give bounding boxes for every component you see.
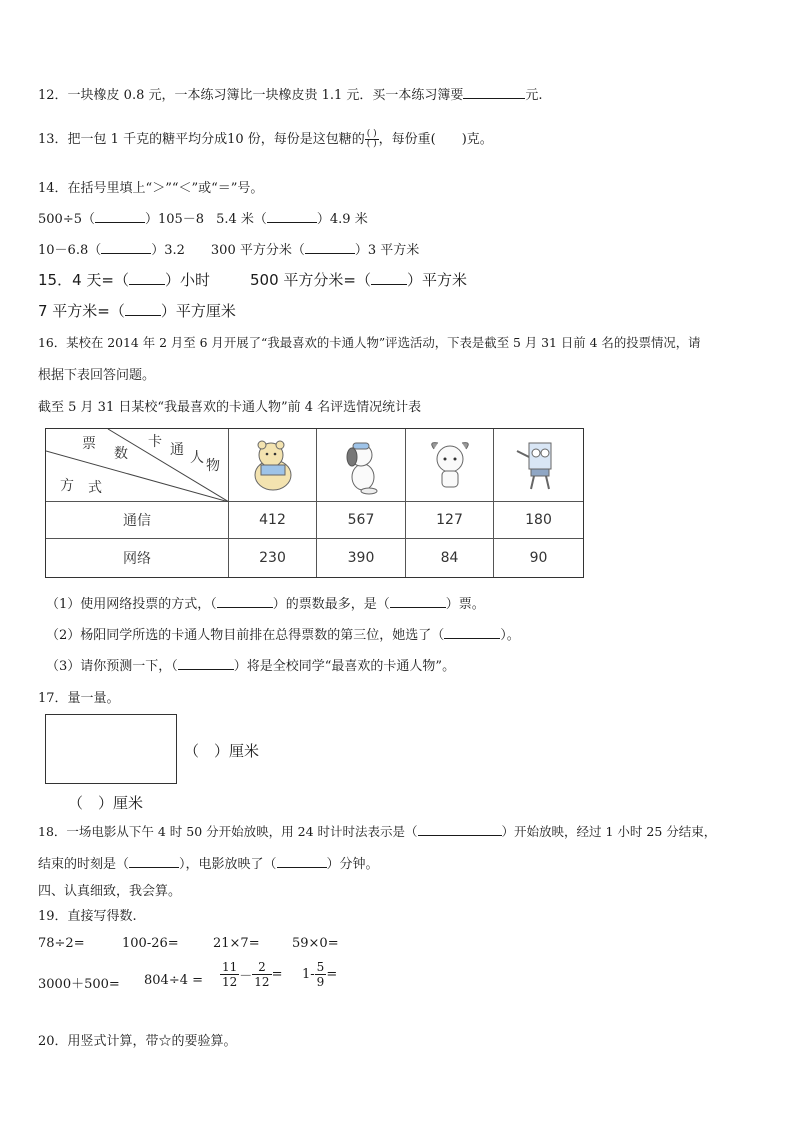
- one-minus: 1-: [302, 967, 315, 982]
- vote-table: [45, 428, 584, 578]
- question-19-title: 19．直接写得数.: [38, 909, 137, 924]
- header-fang: 方: [60, 478, 74, 494]
- row-label-telecom: 通信: [46, 502, 229, 539]
- frac-den: 12: [222, 975, 238, 989]
- minus-sign: －: [239, 969, 253, 984]
- q13-text: 13．把一包 1 千克的糖平均分成10 份，每份是这包糖的: [38, 132, 365, 147]
- q14-2a-left: 10－6.8（: [38, 243, 102, 258]
- question-18-line2: [38, 853, 379, 872]
- q18-line1-left: 18．一场电影从下午 4 时 50 分开始放映，用 24 时计时法表示是（: [38, 824, 418, 839]
- question-14-row1: [38, 208, 368, 227]
- table-cell: 127: [406, 502, 494, 539]
- frac-2-12: [252, 960, 271, 989]
- q15-b-right: ）平方米: [406, 271, 467, 289]
- q14-2b-blank[interactable]: [305, 241, 355, 254]
- q16-sub1-blank2[interactable]: [390, 595, 446, 608]
- header-ren: 人: [190, 450, 204, 466]
- frac-den: 9: [316, 975, 325, 989]
- section-4-heading: 四、认真细致，我会算。: [38, 884, 182, 899]
- q14-2a-blank[interactable]: [101, 241, 151, 254]
- character-snoopy-image: [317, 429, 406, 502]
- header-tong: 通: [170, 442, 184, 458]
- q18-blank3[interactable]: [277, 855, 327, 868]
- q15-b-left: 500 平方分米=（: [249, 271, 371, 289]
- q19-row1-item: 21×7=: [213, 936, 260, 951]
- q18-line1-right: ）开始放映，经过 1 小时 25 分结束，: [501, 824, 717, 839]
- q14-1a-blank[interactable]: [95, 210, 145, 223]
- question-20: 20．用竖式计算，带☆的要验算。: [38, 1034, 237, 1049]
- q18-blank2[interactable]: [129, 855, 179, 868]
- question-16-line2: 根据下表回答问题。: [38, 368, 156, 383]
- table-cell: 230: [229, 539, 317, 577]
- frac-den: 12: [254, 975, 270, 989]
- q12-suffix: 元.: [525, 88, 543, 103]
- table-cell: 180: [494, 502, 583, 539]
- q13-suffix: ，每份重( )克。: [378, 132, 493, 147]
- q15-a-left: 15．4 天=（: [38, 271, 129, 289]
- question-14-row2: [38, 239, 419, 258]
- row-label-network: 网络: [46, 539, 229, 577]
- frac-5-9: [315, 960, 327, 989]
- question-16-line1: 16．某校在 2014 年 2 月至 6 月开展了“我最喜欢的卡通人物”评选活动，下表是截至 5 月 31 日前 4 名的投票情况，请: [38, 335, 701, 350]
- question-13: [38, 128, 493, 149]
- character-spongebob-image: [494, 429, 583, 502]
- q19-row2-item: 3000＋500=: [38, 977, 120, 992]
- q16-sub2-right: ）。: [500, 628, 520, 643]
- table-cell: 90: [529, 550, 548, 566]
- q14-1b-right: ）4.9 米: [316, 212, 368, 227]
- q15-a-blank[interactable]: [129, 272, 165, 285]
- q16-sub3: [46, 655, 455, 674]
- table-caption: 截至 5 月 31 日某校“我最喜欢的卡通人物”前 4 名评选情况统计表: [38, 400, 422, 415]
- q15-b-blank[interactable]: [371, 272, 407, 285]
- q16-sub3-blank[interactable]: [178, 657, 234, 670]
- q15-c-left: 7 平方米=（: [38, 302, 125, 320]
- q16-sub1-right: ）票。: [445, 597, 485, 612]
- table-cell: 390: [317, 539, 406, 577]
- q18-line2-mid: ），电影放映了（: [179, 857, 277, 872]
- header-piao: 票: [82, 436, 96, 452]
- q19-row1-item: 59×0=: [292, 936, 339, 951]
- q16-sub1-blank1[interactable]: [217, 595, 273, 608]
- question-12: [38, 84, 543, 103]
- character-pooh-image: [229, 429, 317, 502]
- q19-fraction-expr: [220, 960, 282, 989]
- q14-1b-blank[interactable]: [267, 210, 317, 223]
- q18-line2-left: 结束的时刻是（: [38, 857, 130, 872]
- table-cell: 84: [406, 539, 494, 577]
- q14-2a-right: ）3.2: [151, 243, 185, 258]
- q19-row1-item: 100-26=: [122, 936, 179, 951]
- question-17-title: 17．量一量。: [38, 691, 120, 706]
- q14-2b-left: 300 平方分米（: [210, 243, 305, 258]
- q13-fraction-blank[interactable]: $\frac{( )}{( )}$: [366, 129, 377, 149]
- q12-text: 12．一块橡皮 0.8 元，一本练习簿比一块橡皮贵 1.1 元．买一本练习簿要: [38, 88, 464, 103]
- header-shu: 数: [114, 446, 128, 462]
- q16-sub3-right: ）将是全校同学“最喜欢的卡通人物”。: [233, 659, 456, 674]
- q19-row1-item: 78÷2=: [38, 936, 85, 951]
- character-sheep-image: [406, 429, 494, 502]
- q16-sub3-left: （3）请你预测一下，（: [46, 659, 178, 674]
- measure-rectangle: [45, 714, 177, 784]
- equals-sign: =: [326, 967, 338, 982]
- frac-num: 5: [316, 960, 325, 974]
- q17-bottom-label[interactable]: （ ）厘米: [68, 794, 144, 812]
- frac-num: 2: [252, 960, 271, 975]
- table-header-corner: [46, 429, 229, 502]
- question-15-row2: [38, 300, 236, 321]
- question-15-row1: [38, 269, 467, 290]
- q17-right-label[interactable]: （ ）厘米: [184, 742, 260, 760]
- q16-sub2-left: （2）杨阳同学所选的卡通人物目前排在总得票数的第三位，她选了（: [46, 628, 445, 643]
- question-14-title: 14．在括号里填上“＞”“＜”或“＝”号。: [38, 181, 264, 196]
- header-wu: 物: [206, 458, 220, 474]
- q14-1a-left: 500÷5（: [38, 212, 95, 227]
- header-shi: 式: [88, 480, 102, 496]
- equals-sign: =: [271, 967, 283, 982]
- q15-c-blank[interactable]: [125, 303, 161, 316]
- q19-row2-item: 804÷4 =: [144, 973, 204, 988]
- table-cell: 567: [317, 502, 406, 539]
- q14-1a-right: ）105－8: [144, 212, 205, 227]
- q16-sub1: [46, 593, 485, 612]
- q16-sub1-mid: ）的票数最多，是（: [272, 597, 390, 612]
- q15-a-right: ）小时: [164, 271, 210, 289]
- q19-one-minus-expr: [302, 960, 337, 989]
- question-18-line1: [38, 822, 716, 840]
- frac-num: 11: [222, 960, 238, 974]
- header-ka: 卡: [148, 434, 162, 450]
- q16-sub2-blank[interactable]: [444, 626, 500, 639]
- q18-line2-right: ）分钟。: [326, 857, 379, 872]
- q18-blank1[interactable]: [418, 823, 502, 836]
- q14-1b-left: 5.4 米（: [216, 212, 267, 227]
- q15-c-right: ）平方厘米: [160, 302, 236, 320]
- table-cell: 412: [229, 502, 317, 539]
- q16-sub1-left: （1）使用网络投票的方式，（: [46, 597, 217, 612]
- frac-11-12: [220, 960, 239, 989]
- q16-sub2: [46, 624, 520, 643]
- q14-2b-right: ）3 平方米: [354, 243, 420, 258]
- q12-answer-blank[interactable]: [463, 86, 525, 99]
